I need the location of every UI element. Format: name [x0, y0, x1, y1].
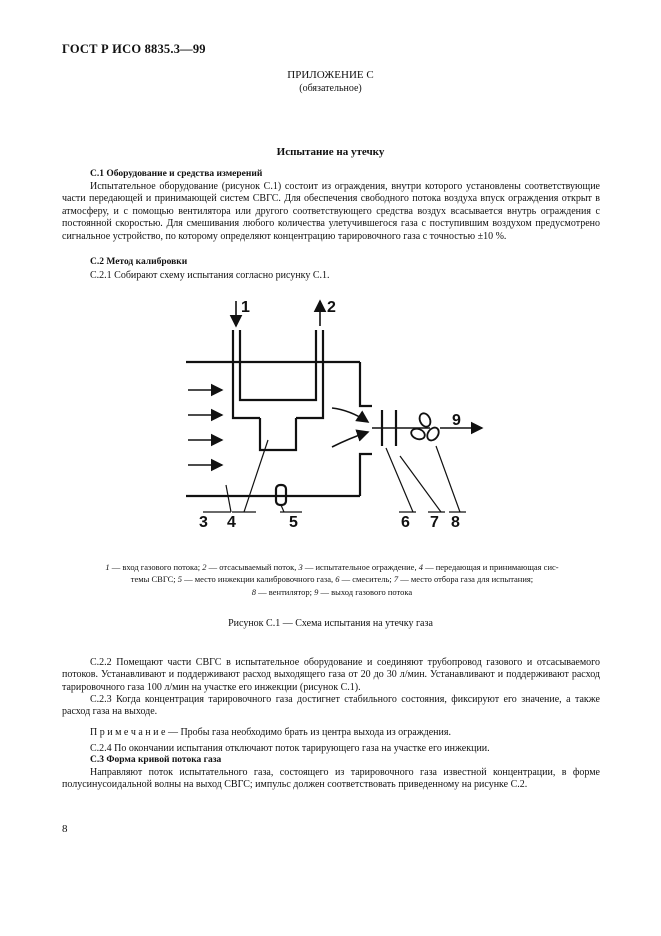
c1-heading: С.1 Оборудование и средства измерений	[90, 169, 263, 179]
enclosure-right-upper	[360, 362, 372, 406]
label-3: 3	[199, 514, 208, 530]
appendix-title: ПРИЛОЖЕНИЕ С	[287, 69, 374, 81]
svgs-device-lower	[260, 418, 296, 450]
c3-paragraph: Направляют поток испытательного газа, состоящего из тарировочного газа известной концентрации, в форме полусинусоидальной волны на выход СВГС; импульс должен соответствовать приведенному на рисунке С.2.	[62, 767, 600, 791]
label-9: 9	[452, 412, 461, 429]
note-label: П р и м е ч а н и е	[90, 727, 166, 738]
c2-3-paragraph: С.2.3 Когда концентрация тарировочного газа достигнет стабильного состояния, фиксируют его значение, а также расход газа на выходе.	[62, 694, 600, 718]
c2-4-paragraph: С.2.4 По окончании испытания отключают поток тарирующего газа на участке его инжекции.	[90, 743, 490, 754]
label-6: 6	[401, 514, 410, 530]
leak-test-diagram	[0, 290, 661, 530]
c1-paragraph: Испытательное оборудование (рисунок С.1) состоит из ограждения, внутри которого установлены соответствующие части передающей и принимающей систем СВГС. Для обеспечения свободного потока воздуха впуск ограждения открыт в атмосферу, и с помощью вентилятора или другого соответствующего средства воздух всасывается внутрь ограждения с постоянной скоростью. Для смешивания любого количества улетучившегося газа с поступившим воздухом предусмотрено сигнальное устройство, по которому определяют концентрацию тарировочного газа с точностью ±10 %.	[62, 181, 600, 242]
c2-1-paragraph: С.2.1 Собирают схему испытания согласно рисунку С.1.	[90, 270, 330, 281]
figure-legend: 1 — вход газового потока; 2 — отсасываемый поток, 3 — испытательное ограждение, 4 — передающая и принимающая сис- темы СВГС; 5 — место инжекции калибровочного газа, 6 — смеситель; 7 — место отбора газа для испытания; 8 — вентилятор; 9 — выход газового потока	[105, 562, 559, 597]
enclosure-right-lower	[360, 454, 372, 496]
c3-heading: С.3 Форма кривой потока газа	[90, 755, 222, 765]
c2-2-paragraph: С.2.2 Помещают части СВГС в испытательное оборудование и соединяют трубопровод газового и отсасываемого потоков. Устанавливают и поддерживают расход выходящего газа от 20 до 30 л/мин. Устанавливают и поддерживают расход тарировочного газа 100 л/мин на участке его инжекции (рисунок С.1).	[62, 657, 600, 693]
label-8: 8	[451, 514, 460, 530]
outlet-tube	[296, 330, 323, 418]
fan-icon	[410, 412, 441, 443]
inlet-tube-inner	[240, 330, 260, 400]
label-2: 2	[327, 299, 336, 316]
inlet-tube	[233, 330, 260, 418]
figure-caption: Рисунок С.1 — Схема испытания на утечку газа	[228, 618, 433, 629]
label-7: 7	[430, 514, 439, 530]
label-5: 5	[289, 514, 298, 530]
outlet-tube-inner	[296, 330, 316, 400]
section-title: Испытание на утечку	[276, 146, 385, 158]
note-text: — Пробы газа необходимо брать из центра выхода из ограждения.	[165, 727, 451, 738]
label-1: 1	[241, 299, 250, 316]
appendix-note: (обязательное)	[299, 83, 362, 94]
label-4: 4	[227, 514, 236, 530]
note-paragraph	[90, 727, 600, 739]
c2-heading: С.2 Метод калибровки	[90, 257, 188, 267]
page-number: 8	[62, 823, 68, 835]
document-header: ГОСТ Р ИСО 8835.3—99	[62, 42, 206, 56]
